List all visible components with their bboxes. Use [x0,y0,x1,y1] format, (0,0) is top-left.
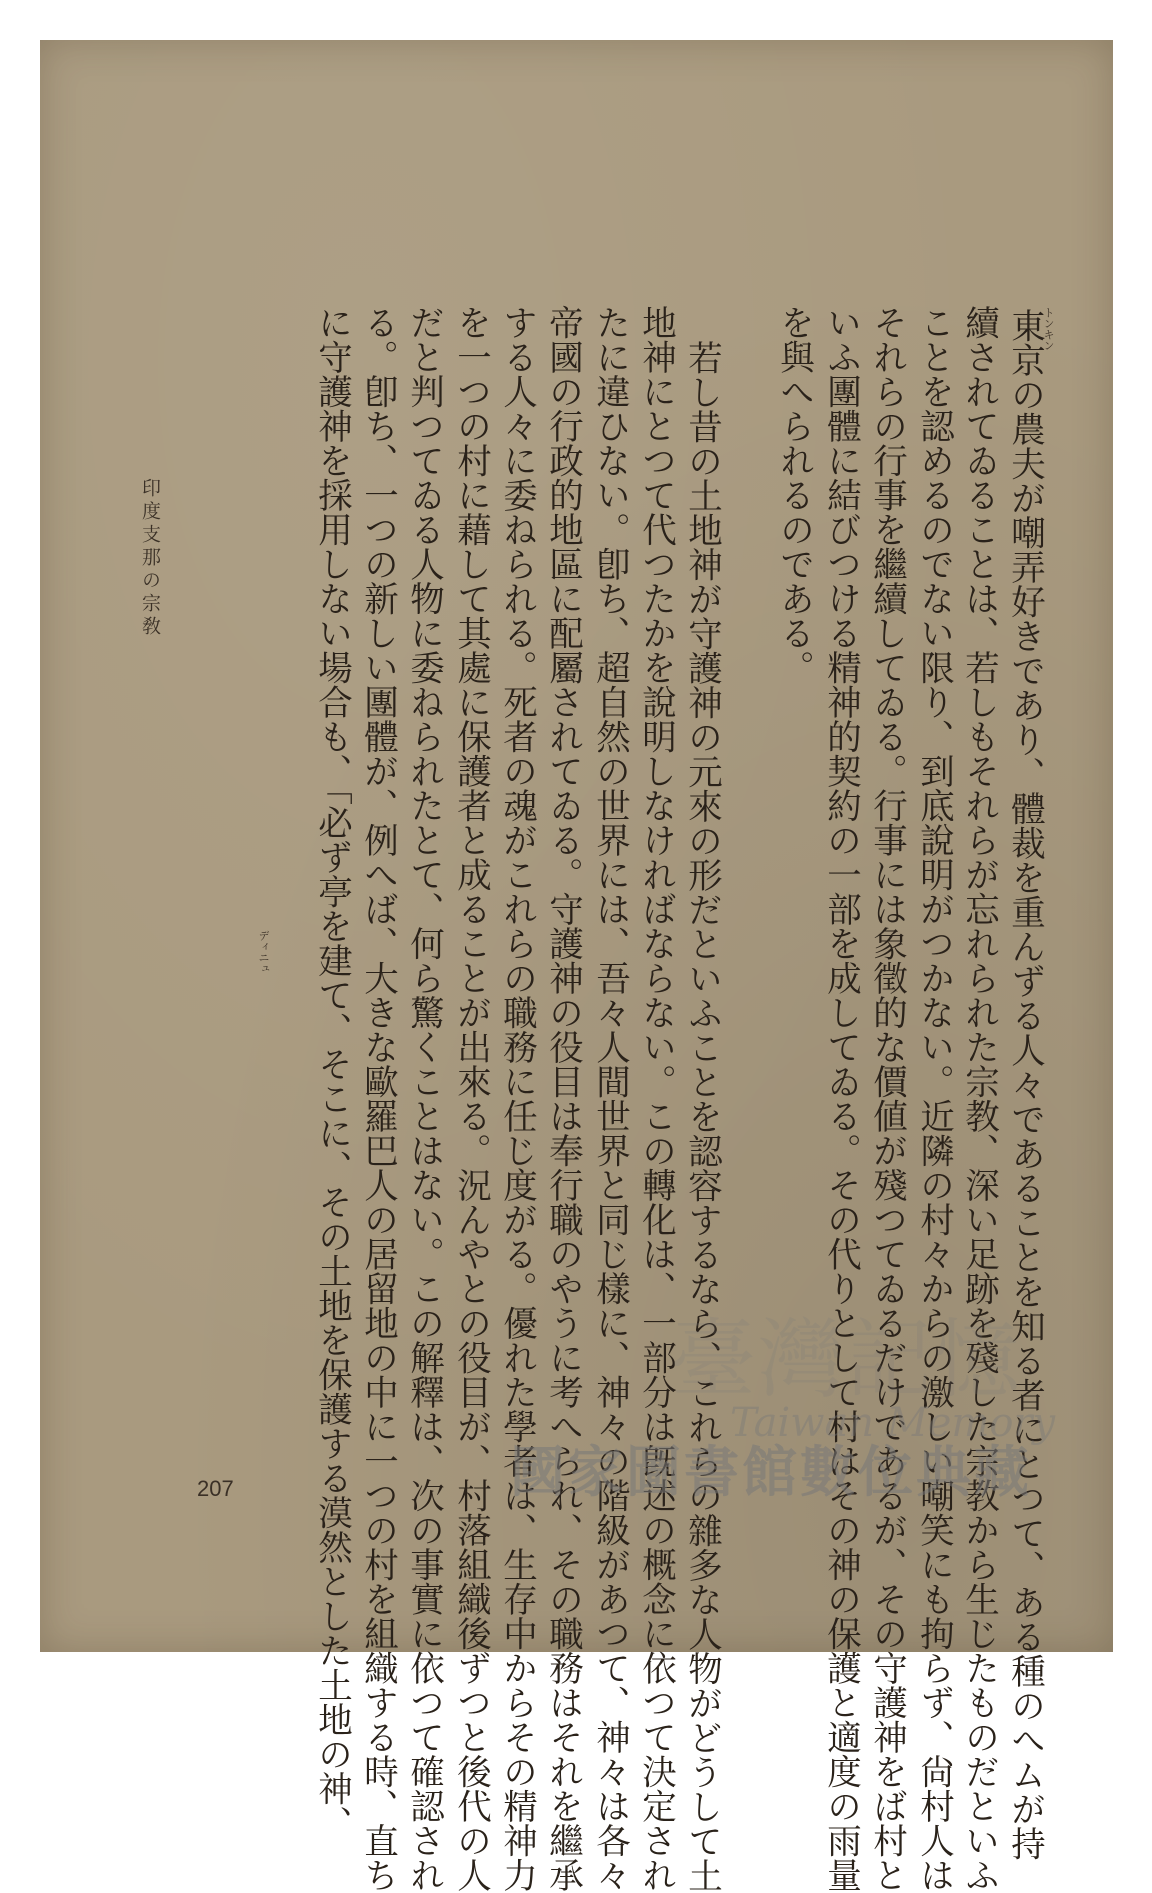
text-column-4: それらの行事を繼續してゐる。行事には象徵的な價値が殘つてゐるだけであるが、その守護神をば村と [866,305,907,1892]
text-column-7: 若し昔の土地神が守護神の元來の形だといふことを認容するなら、これらの雜多な人物がどうして土 [681,340,722,1893]
text-column-11: する人々に委ねられる。死者の魂がこれらの職務に任じ度がる。優れた學者は、生存中からその精神力 [496,305,537,1892]
text-column-9: たに違ひない。卽ち、超自然の世界には、吾々人間世界と同じ樣に、神々の階級があつて、神々は各々 [589,305,630,1892]
text-column-15: に守護神を採用しない場合も、「必ず亭を建て、そこに、その土地を保護する漠然とした土地の神、 [311,305,352,1841]
page-number: 207 [197,1476,234,1501]
text-column-1: 東京の農夫が嘲弄好きであり、體裁を重んずる人々であることを知る者にとつて、ある種のへムが持 [1004,308,1045,1861]
text-column-6: を與へられるのである。 [773,305,814,685]
watermark-banner: 國家圖書館數位典藏 [510,1440,1033,1504]
watermark-cjk: 臺灣記憶 [670,1310,1022,1410]
running-head: 印度支那の宗敎 [139,478,161,639]
ruby-teinyu: ディニュ [257,930,270,974]
watermark-latin: Taiwan Memory [730,1400,1056,1446]
text-column-8: 地神にとつて代つたかを說明しなければならない。この轉化は、一部分は旣述の概念に依つて決定され [635,305,676,1892]
text-column-12: を一つの村に藉して其處に保護者と成ることが出來る。況んやとの役目が、村落組織後ずつと後代の人 [450,305,491,1892]
text-column-3: ことを認めるのでない限り、到底說明がつかない。近隣の村々からの激しい嘲笑にも拘らず、尙村人は [913,305,954,1892]
text-column-2: 續されてゐることは、若しもそれらが忘れられた宗教、深い足跡を殘した宗教から生じたものだといふ [958,305,999,1892]
text-column-10: 帝國の行政的地區に配屬されてゐる。守護神の役目は奉行職のやうに考へられ、その職務はそれを繼承 [542,305,583,1892]
ruby-tokyo: トンキン [1042,307,1055,351]
text-column-14: る。卽ち、一つの新しい團體が、例へば、大きな歐羅巴人の居留地の中に一つの村を組織する時、直ち [357,305,398,1892]
text-column-13: だと判つてゐる人物に委ねられたとて、何ら驚くことはない。この解釋は、次の事實に依つて確認され [403,305,444,1892]
text-column-5: いふ團體に結びつける精神的契約の一部を成してゐる。その代りとして村はその神の保護と適度の雨量 [820,305,861,1892]
